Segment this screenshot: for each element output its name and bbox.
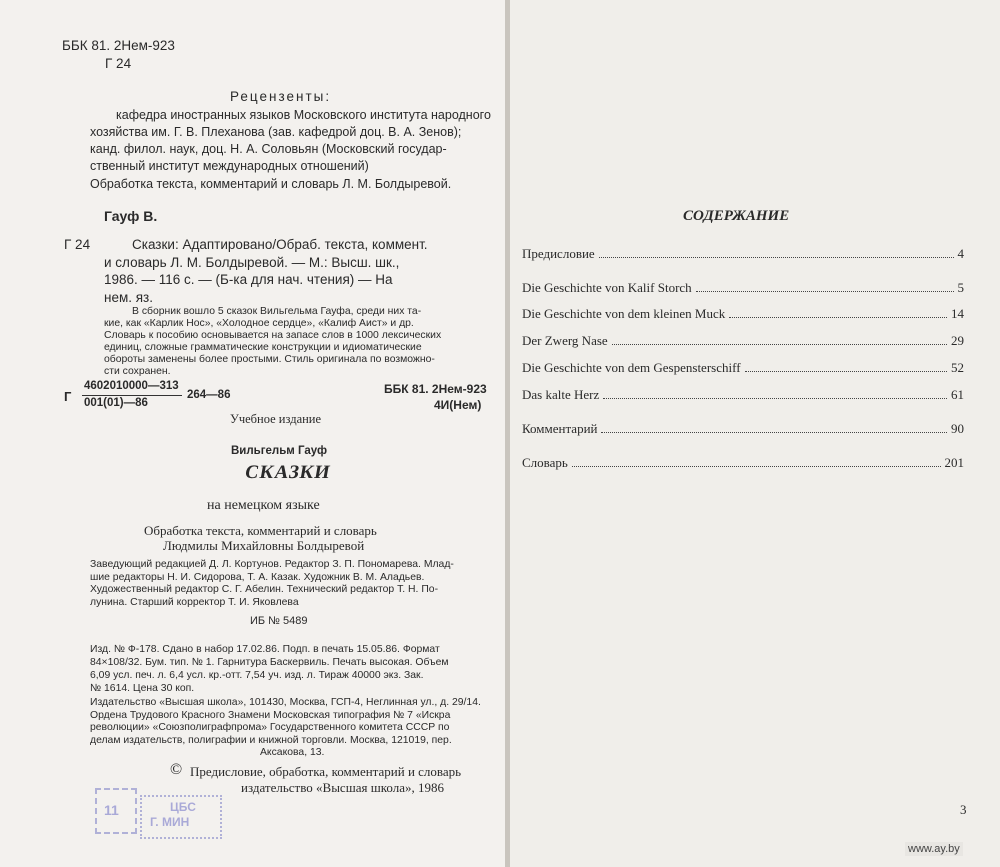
author-full-name: Вильгельм Гауф	[231, 445, 328, 457]
publisher-line: Ордена Трудового Красного Знамени Московская типография № 7 «Искра	[90, 709, 451, 721]
print-details	[90, 643, 498, 695]
annotation-line: обороты заменены более простыми. Стиль оригинала по возможно-	[104, 354, 435, 365]
reviewers-line: канд. филол. наук, доц. Н. А. Соловьян (Московский государ-	[90, 142, 447, 156]
annotation-line: Словарь к пособию основывается на запасе слов в 1000 лексических	[104, 330, 442, 341]
toc-row[interactable]	[522, 421, 964, 437]
toc-leader-dots	[603, 398, 947, 399]
copyright-symbol: ©	[170, 761, 183, 778]
processing-credit: Обработка текста, комментарий и словарь Л. М. Болдыревой.	[90, 177, 452, 191]
bbk-code-top: ББК 81. 2Нем-923	[62, 38, 175, 53]
formula-denominator: 001(01)—86	[84, 397, 148, 409]
processing-name: Людмилы Михайловны Болдыревой	[163, 538, 365, 553]
formula-rule	[82, 395, 182, 396]
copyright-line-2: издательство «Высшая школа», 1986	[241, 780, 444, 795]
library-stamp-text-1: ЦБС	[170, 800, 196, 814]
catalog-description	[104, 236, 498, 306]
catalog-author: Гауф В.	[104, 208, 158, 224]
library-stamp-number: 11	[104, 802, 119, 818]
editors-credits	[90, 559, 498, 609]
print-line: 84×108/32. Бум. тип. № 1. Гарнитура Баскервиль. Печать высокая. Объем	[90, 657, 449, 668]
publisher-line: революции» «Союзполиграфпрома» Государственного комитета СССР по	[90, 722, 450, 733]
annotation-line: единиц, сложные грамматические конструкции и идиоматические	[104, 342, 422, 353]
editors-line: Заведующий редакцией Д. Л. Кортунов. Редактор З. П. Пономарева. Млад-	[90, 559, 454, 570]
catalog-line: нем. яз.	[104, 289, 153, 305]
book-title: СКАЗКИ	[243, 462, 333, 483]
page-number: 3	[960, 802, 967, 817]
print-line: № 1614. Цена 30 коп.	[90, 683, 195, 694]
toc-title: СОДЕРЖАНИЕ	[683, 208, 790, 224]
catalog-line: и словарь Л. М. Болдыревой. — М.: Высш. шк.,	[104, 254, 400, 270]
toc-label: Der Zwerg Nase	[522, 333, 608, 348]
toc-page: 201	[944, 455, 964, 470]
reviewers-list	[90, 107, 500, 175]
publisher-line: делам издательств, полиграфии и книжной торговли. Москва, 121019, пер.	[90, 734, 452, 746]
toc-leader-dots	[572, 466, 941, 467]
annotation-line: кие, как «Карлик Нос», «Холодное сердце», «Калиф Аист» и др.	[104, 318, 414, 329]
processing-line-2: Обработка текста, комментарий и словарь	[144, 523, 377, 538]
toc-label: Комментарий	[522, 421, 598, 436]
annotation	[104, 306, 500, 378]
publisher-details	[90, 697, 498, 760]
annotation-line: В сборник вошло 5 сказок Вильгельма Гауфа, среди них та-	[132, 306, 422, 317]
print-line: 6,09 усл. печ. л. 6,4 усл. кр.-отт. 7,54 уч. изд. л. Тираж 40000 экз. Зак.	[90, 670, 424, 681]
catalog-index: Г 24	[64, 237, 91, 252]
toc-label: Die Geschichte von dem Gespensterschiff	[522, 360, 741, 375]
editors-line: Художественный редактор С. Г. Абелин. Технический редактор Т. Н. По-	[90, 584, 439, 595]
reviewers-line: ственный институт международных отношений)	[90, 159, 369, 173]
publisher-line: Аксакова, 13.	[260, 747, 325, 758]
toc-leader-dots	[601, 432, 947, 433]
library-stamp-text-2: Г. МИН	[150, 815, 190, 829]
toc-leader-dots	[745, 371, 947, 372]
toc-leader-dots	[729, 317, 947, 318]
toc-label: Die Geschichte von Kalif Storch	[522, 280, 692, 295]
toc-row[interactable]	[522, 280, 964, 296]
index-code-top: Г 24	[105, 56, 132, 71]
print-line: Изд. № Ф-178. Сдано в набор 17.02.86. Подп. в печать 15.05.86. Формат	[90, 644, 440, 655]
site-watermark: www.ay.by	[905, 842, 963, 856]
ib-number: ИБ № 5489	[250, 615, 308, 627]
toc-page: 90	[951, 421, 964, 436]
bbk-code-bottom: ББК 81. 2Нем-923	[384, 382, 487, 396]
toc-row[interactable]	[522, 387, 964, 403]
toc-row[interactable]	[522, 246, 964, 262]
toc-leader-dots	[612, 344, 947, 345]
formula-numerator: 4602010000—313	[84, 380, 179, 392]
toc-row[interactable]	[522, 455, 964, 471]
formula-tail: 264—86	[187, 389, 231, 401]
toc-label: Die Geschichte von dem kleinen Muck	[522, 306, 726, 321]
catalog-line: 1986. — 116 с. — (Б-ка для нач. чтения) — На	[104, 272, 393, 287]
toc-row[interactable]	[522, 333, 964, 349]
reviewers-line: хозяйства им. Г. В. Плеханова (зав. кафедрой доц. В. А. Зенов);	[90, 125, 462, 139]
toc-page: 5	[957, 280, 964, 295]
toc-label: Словарь	[522, 455, 568, 470]
bbk-code-bottom-2: 4И(Нем)	[434, 398, 482, 412]
edition-type: Учебное издание	[230, 412, 322, 426]
language-line: на немецком языке	[207, 498, 320, 513]
toc-page: 4	[957, 246, 964, 261]
copyright-line-1: Предисловие, обработка, комментарий и словарь	[190, 764, 462, 779]
toc-label: Das kalte Herz	[522, 387, 600, 402]
toc-row[interactable]	[522, 360, 964, 376]
toc-leader-dots	[599, 257, 954, 258]
toc-page: 52	[951, 360, 964, 375]
toc-label: Предисловие	[522, 246, 595, 261]
editors-line: лунина. Старший корректор Т. И. Яковлева	[90, 596, 299, 608]
editors-line: шие редакторы Н. И. Сидорова, Т. А. Казак. Художник В. М. Аладьев.	[90, 571, 425, 583]
toc-page: 61	[951, 387, 964, 402]
reviewers-heading: Рецензенты:	[230, 89, 332, 104]
reviewers-line: кафедра иностранных языков Московского института народного	[116, 108, 491, 122]
toc-page: 29	[951, 333, 964, 348]
catalog-line: Сказки: Адаптировано/Обраб. текста, коммент.	[132, 237, 428, 252]
publisher-line: Издательство «Высшая школа», 101430, Москва, ГСП-4, Неглинная ул., д. 29/14.	[90, 697, 481, 708]
toc-page: 14	[951, 306, 964, 321]
toc-leader-dots	[696, 291, 954, 292]
formula-letter: Г	[64, 389, 72, 404]
toc-row[interactable]	[522, 306, 964, 322]
annotation-line: сти сохранен.	[104, 366, 171, 377]
